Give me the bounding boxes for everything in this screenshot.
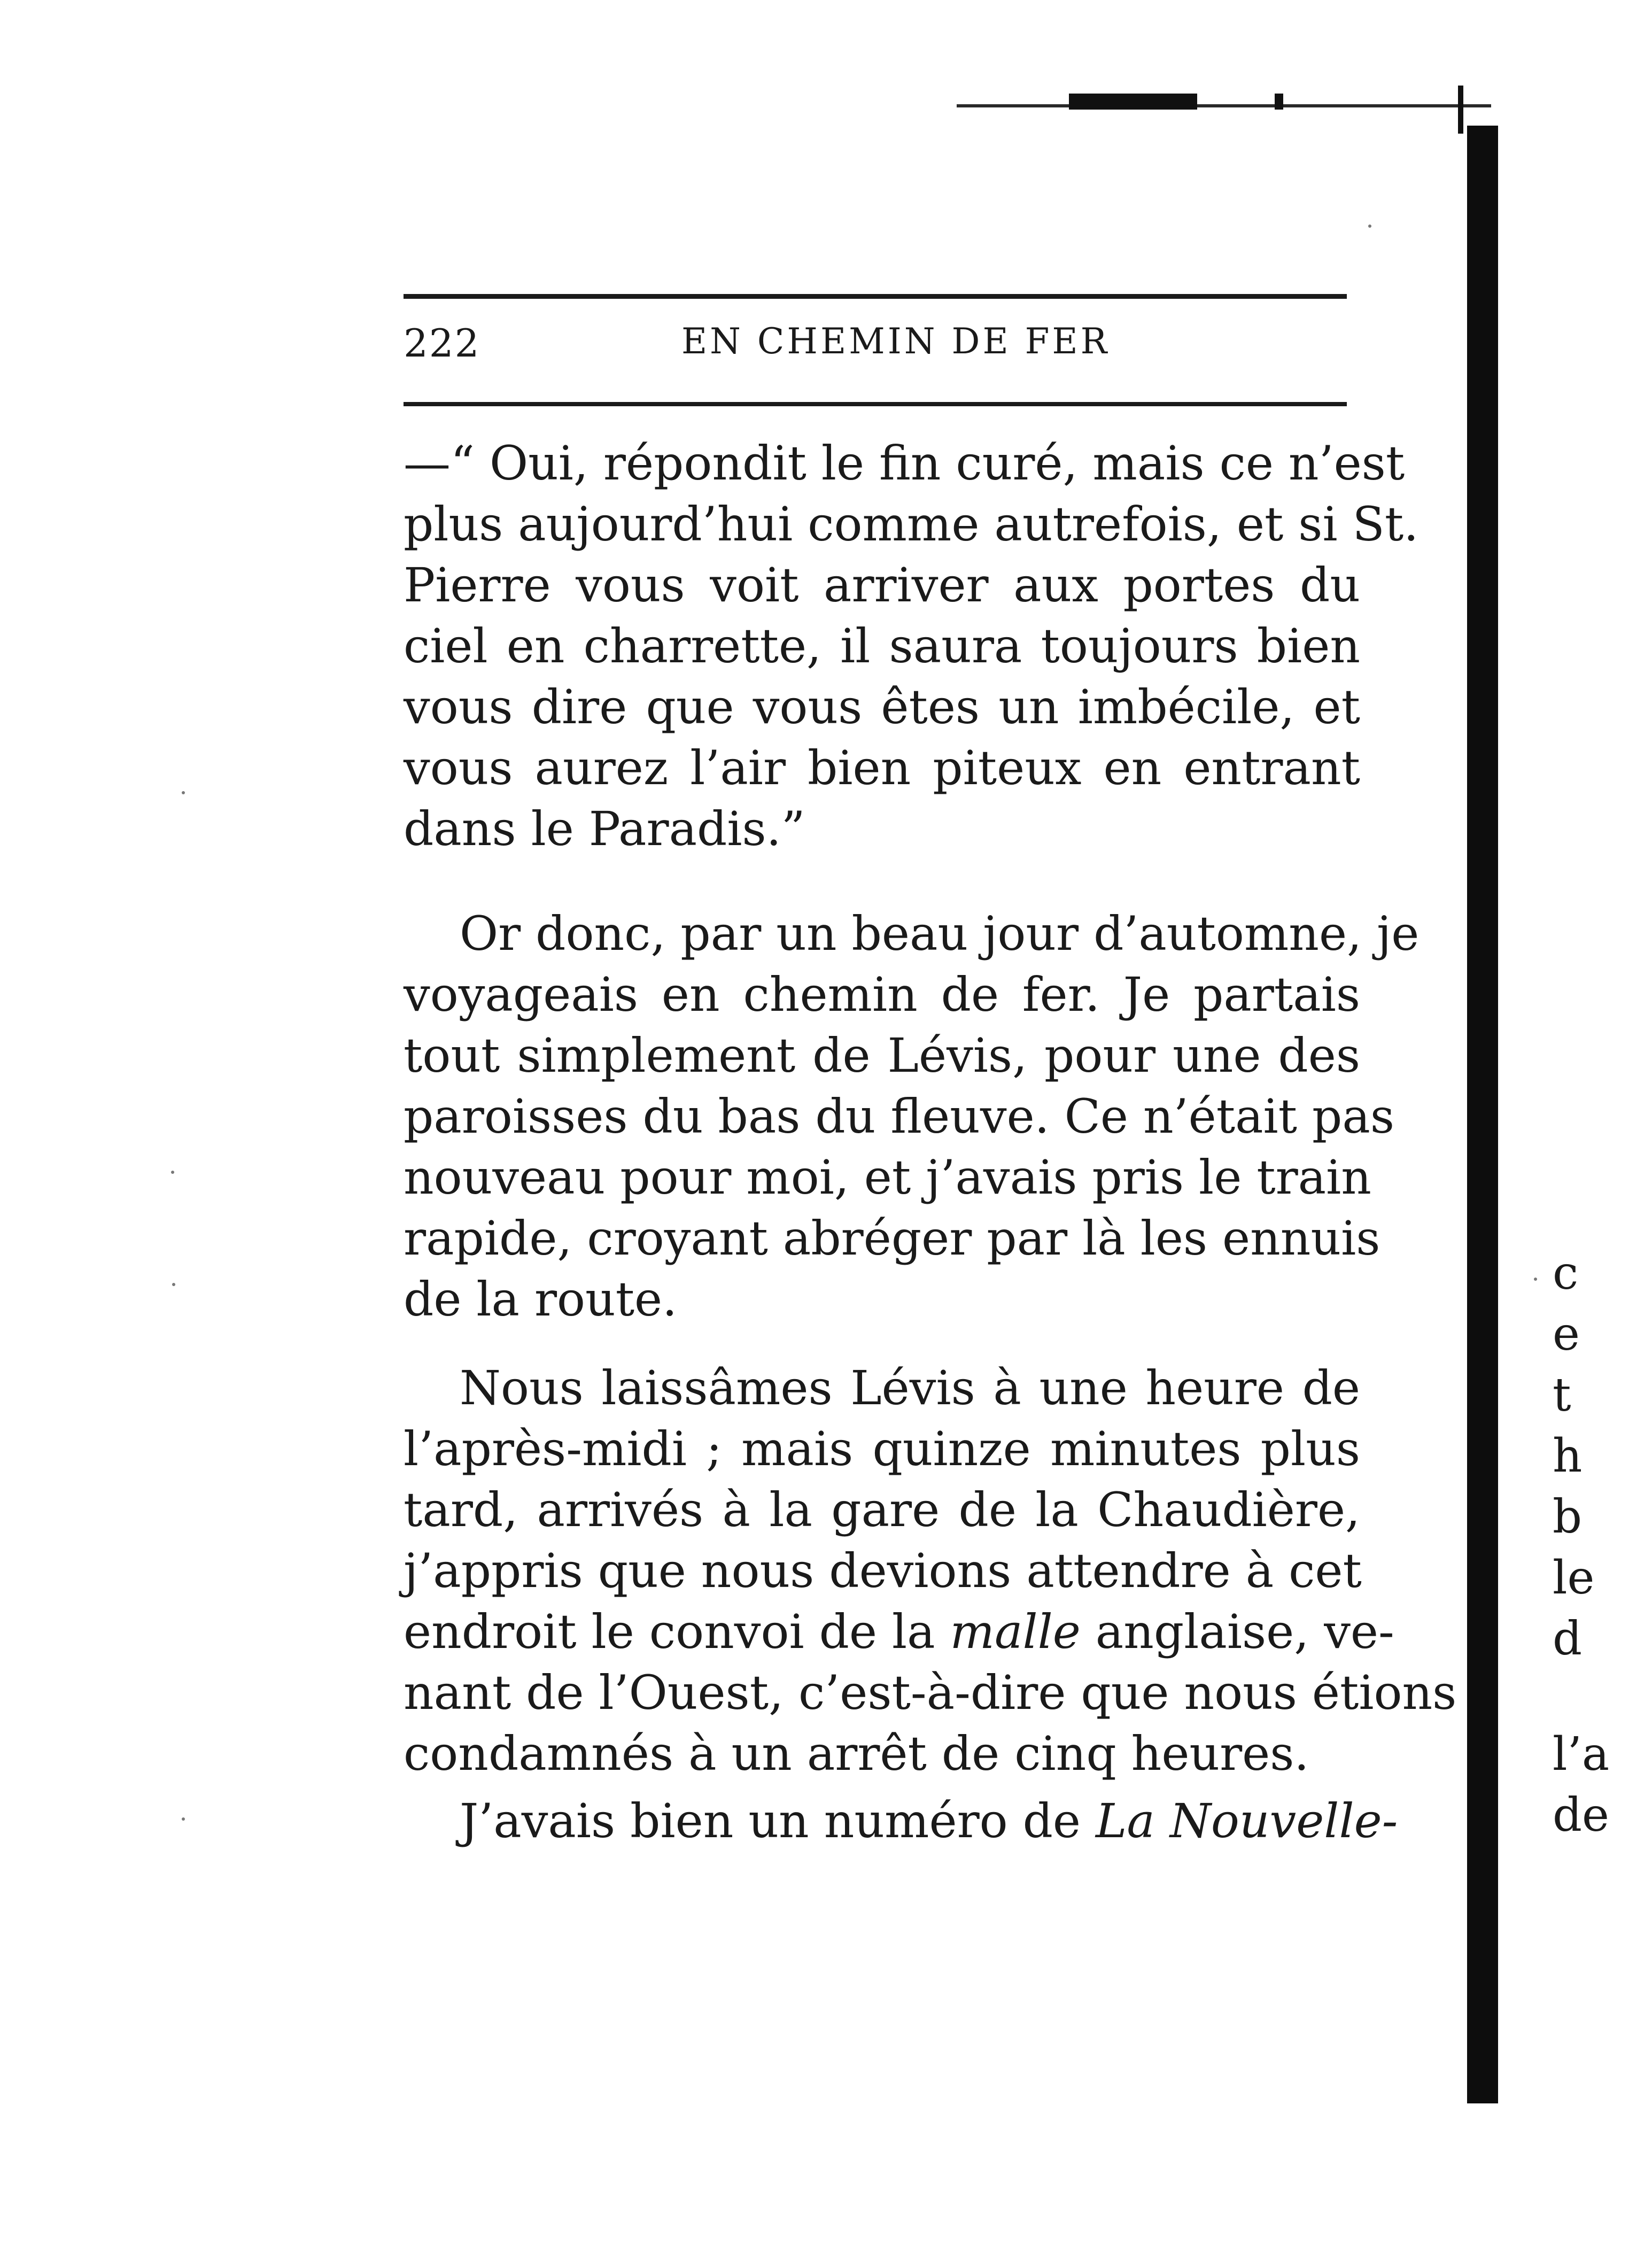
text-line: vous dire que vous êtes un imbécile, et	[404, 679, 1360, 734]
scan-speck	[182, 791, 185, 794]
paragraph-2	[404, 903, 1420, 1330]
facing-text-line: e	[1553, 1307, 1580, 1361]
facing-text-line: c	[1553, 1247, 1579, 1300]
text-line: nouveau pour moi, et j’avais pris le train	[404, 1150, 1371, 1205]
facing-page-fragment	[1553, 1724, 1652, 1846]
text-line: tard, arrivés à la gare de la Chaudière,	[404, 1482, 1360, 1537]
text-line: ciel en charrette, il saura toujours bien	[404, 618, 1360, 674]
scan-top-edge-line	[957, 104, 1491, 107]
scan-speck	[1368, 225, 1371, 228]
scan-speck	[171, 1171, 174, 1174]
text-line: Pierre vous voit arriver aux portes du	[404, 558, 1360, 613]
facing-page-fragment	[1553, 1243, 1652, 1669]
text-line: plus aujourd’hui comme autrefois, et si St.	[404, 497, 1419, 552]
text-line: Nous laissâmes Lévis à une heure de	[460, 1360, 1360, 1415]
facing-text-line: h	[1553, 1429, 1583, 1483]
scan-binding-top	[1458, 86, 1463, 134]
text-line: rapide, croyant abréger par là les ennuis	[404, 1211, 1380, 1266]
paragraph-3	[404, 1358, 1457, 1784]
facing-text-line: b	[1553, 1490, 1583, 1544]
scan-top-edge-mark	[1275, 94, 1283, 110]
text-line: de la route.	[404, 1272, 678, 1327]
scan-binding-edge	[1467, 126, 1498, 2103]
paragraph-4	[404, 1791, 1398, 1852]
text-line: voyageais en chemin de fer. Je partais	[404, 967, 1360, 1022]
text-line: vous aurez l’air bien piteux en entrant	[404, 740, 1360, 795]
text-line	[404, 1791, 1398, 1852]
text-line: —“ Oui, répondit le fin curé, mais ce n’est	[404, 436, 1405, 491]
facing-text-line: l’a	[1553, 1728, 1610, 1781]
scan-speck	[1534, 1278, 1537, 1281]
text-line: dans le Paradis.”	[404, 801, 805, 856]
text-line	[404, 1601, 1394, 1662]
facing-text-line: de	[1553, 1789, 1609, 1842]
running-header	[404, 321, 1347, 385]
text-line: tout simplement de Lévis, pour une des	[404, 1028, 1360, 1083]
paragraph-1	[404, 433, 1419, 860]
text-line: nant de l’Ouest, c’est-à-dire que nous étions	[404, 1665, 1457, 1720]
text-run: endroit le convoi de la	[404, 1604, 950, 1659]
facing-text-line: d	[1553, 1612, 1583, 1666]
scan-top-edge-mark	[1069, 94, 1197, 110]
text-line: condamnés à un arrêt de cinq heures.	[404, 1726, 1309, 1781]
text-run: anglaise, ve-	[1080, 1604, 1394, 1659]
header-rule-top	[404, 294, 1347, 299]
text-line: j’appris que nous devions attendre à cet	[404, 1543, 1362, 1598]
running-title: EN CHEMIN DE FER	[681, 321, 1110, 362]
facing-text-line: le	[1553, 1551, 1595, 1605]
header-rule-bottom	[404, 402, 1347, 406]
scan-speck	[172, 1283, 175, 1286]
italic-text-run: La Nouvelle-	[1095, 1793, 1398, 1848]
scan-speck	[182, 1817, 185, 1821]
text-run: J’avais bien un numéro de	[460, 1793, 1096, 1848]
text-line: l’après-midi ; mais quinze minutes plus	[404, 1421, 1360, 1476]
text-line: Or donc, par un beau jour d’automne, je	[460, 906, 1420, 961]
facing-text-line: t	[1553, 1368, 1571, 1422]
text-line: paroisses du bas du fleuve. Ce n’était pas	[404, 1089, 1394, 1144]
italic-text-run: malle	[950, 1604, 1081, 1659]
page-number: 222	[404, 321, 480, 366]
